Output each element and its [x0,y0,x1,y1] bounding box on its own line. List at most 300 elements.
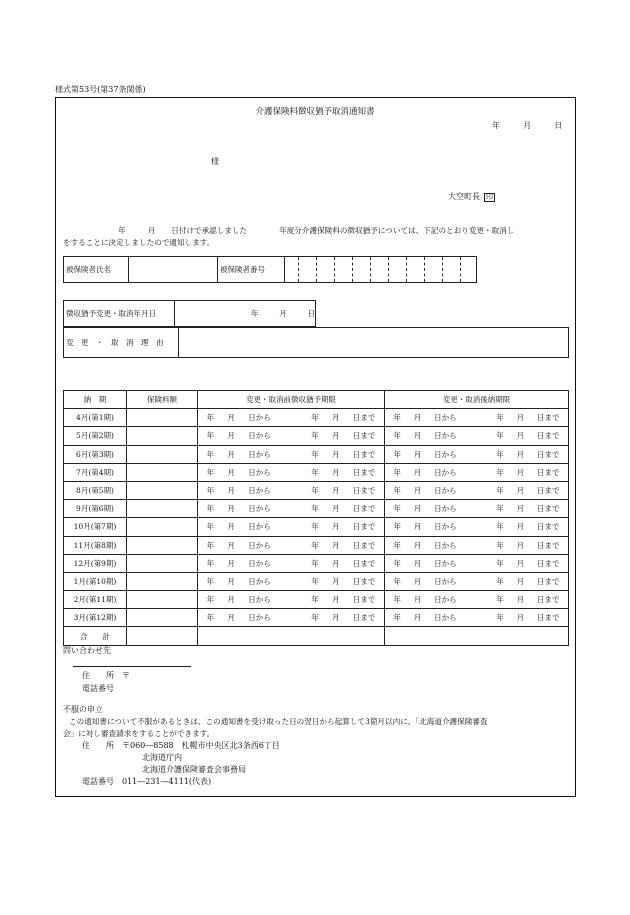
table-row [64,609,569,627]
after-gap [469,467,483,478]
before-from-part: 日から [248,504,271,514]
after-date-0[interactable] [385,409,569,427]
after-gap [469,503,483,514]
total-blank-before [198,627,385,645]
before-to-part: 月 [332,449,340,459]
after-gap [469,449,483,460]
before-from-part: 月 [227,413,235,423]
appeal-address [82,742,280,750]
before-gap [284,612,298,623]
after-date-parts [385,485,568,496]
after-from-part: 年 [393,431,401,441]
before-date-2[interactable] [198,445,385,463]
before-from-part: 年 [206,486,215,496]
after-from-part: 日から [434,467,457,477]
period-label: 11月(第8期) [64,536,127,554]
before-gap [284,467,298,478]
before-from-part: 日から [248,613,271,623]
amount-field[interactable] [127,591,198,609]
contact-phone-label: 電話番号 [82,684,114,693]
after-from-part: 月 [413,595,422,605]
after-from-part: 年 [393,558,401,568]
before-gap [284,540,298,551]
before-from-part: 日から [248,486,271,496]
before-to-part: 年 [311,558,319,568]
before-from-part: 年 [206,413,215,423]
amount-field[interactable] [127,463,198,481]
before-to-part: 年 [311,467,319,477]
period-label: 7月(第4期) [64,463,127,481]
before-gap [284,430,298,441]
before-to-part: 月 [332,504,340,514]
change-reason-table [63,327,569,358]
after-from-part: 日から [434,413,457,423]
before-date-4[interactable] [198,481,385,499]
after-gap [469,412,483,423]
appeal-text-2: 会」に対し審査請求をすることができます。 [63,729,215,738]
before-from-part: 月 [227,558,235,568]
after-gap [469,485,483,496]
after-from-part: 日から [434,613,457,623]
appeal-phone-value: 011―231―4111(代表) [122,777,212,786]
after-date-parts [385,540,568,551]
before-date-parts [198,485,384,496]
change-date-year: 年 [250,309,259,318]
after-date-parts [385,612,568,623]
after-date-parts [385,576,568,587]
before-to-part: 年 [311,431,319,441]
header-after: 変更・取消後納期限 [385,391,569,409]
insured-name-field[interactable] [129,257,218,283]
before-to-part: 日まで [352,467,376,477]
contact-address-label: 住 所 [82,671,114,680]
insured-table [63,256,477,283]
after-to-part: 年 [496,413,504,423]
after-to-part: 日まで [536,613,560,623]
before-date-parts [198,467,384,478]
issue-date-month: 月 [523,121,532,130]
before-from-part: 日から [248,467,271,477]
before-from-part: 年 [206,431,215,441]
before-to-part: 日まで [352,413,376,423]
change-date-month: 月 [279,309,287,318]
body-month: 月 [147,226,156,235]
after-gap [469,521,483,532]
after-from-part: 年 [393,504,401,514]
before-date-10[interactable] [198,591,385,609]
period-label: 2月(第11期) [64,591,127,609]
after-to-part: 日まで [536,504,560,514]
after-from-part: 年 [393,449,401,459]
after-to-part: 月 [516,595,525,605]
before-from-part: 年 [206,467,215,477]
after-to-part: 年 [496,595,504,605]
body-line-2: をすることに決定しましたので通知します。 [63,238,215,247]
before-to-part: 年 [311,613,319,623]
issuer [448,193,495,202]
amount-field[interactable] [127,536,198,554]
period-label: 6月(第3期) [64,445,127,463]
body-line-1 [63,227,573,235]
before-from-part: 月 [227,449,235,459]
after-from-part: 日から [434,431,457,441]
after-to-part: 月 [516,449,525,459]
table-row [64,500,569,518]
before-from-part: 年 [206,540,215,550]
after-gap [469,558,483,569]
table-row [64,409,569,427]
after-to-part: 月 [516,413,525,423]
appeal-text-1: この通知書について不服があるときは、この通知書を受け取った日の翌日から起算して3箇月以内に、「北海道介護保険審査 [69,717,488,726]
change-date-table [63,300,316,327]
appeal-address-value: 〒060―8588 札幌市中央区北3条西6丁目 [122,741,280,750]
issue-date-year: 年 [492,121,500,130]
before-date-parts [198,412,384,423]
after-gap [469,540,483,551]
after-to-part: 月 [516,467,525,477]
contact-divider [73,666,191,667]
amount-field[interactable] [127,572,198,590]
before-gap [284,558,298,569]
after-to-part: 日まで [536,413,560,423]
before-date-11[interactable] [198,609,385,627]
after-date-8[interactable] [385,554,569,572]
form-number: 様式第53号(第37条関係) [55,85,146,94]
insured-name-label: 被保険者氏名 [64,257,129,283]
after-from-part: 日から [434,558,457,568]
after-to-part: 年 [496,467,504,477]
before-from-part: 年 [206,595,215,605]
after-date-parts [385,449,568,460]
after-to-part: 月 [516,558,525,568]
appeal-heading: 不服の申立 [63,705,103,714]
amount-field[interactable] [127,481,198,499]
total-label: 合 計 [64,627,127,645]
before-to-part: 月 [332,522,340,532]
after-to-part: 日まで [536,576,560,586]
before-date-3[interactable] [198,463,385,481]
issue-date-day: 日 [554,121,563,130]
before-from-part: 月 [227,576,235,586]
after-to-part: 日まで [536,467,560,477]
appeal-phone-label: 電話番号 [82,777,114,786]
after-from-part: 年 [393,486,401,496]
after-to-part: 日まで [536,540,560,550]
before-gap [284,594,298,605]
after-from-part: 年 [393,467,401,477]
before-to-part: 日まで [352,558,376,568]
before-to-part: 日まで [352,522,376,532]
after-gap [469,612,483,623]
after-from-part: 日から [434,576,457,586]
before-from-part: 年 [206,522,215,532]
after-date-9[interactable] [385,572,569,590]
before-date-parts [198,521,384,532]
amount-field[interactable] [127,518,198,536]
after-date-7[interactable] [385,536,569,554]
header-amount: 保険料額 [127,391,198,409]
body-year: 年 [118,226,126,235]
header-before: 変更・取消前徴収猶予期限 [198,391,385,409]
period-label: 8月(第5期) [64,481,127,499]
after-to-part: 年 [496,486,504,496]
body-approved: 日付けで承認しました [171,226,248,235]
seal-icon: 印 [486,193,493,201]
before-to-part: 月 [332,576,340,586]
after-from-part: 年 [393,413,401,423]
amount-field[interactable] [127,427,198,445]
before-date-parts [198,558,384,569]
appeal-office-2: 北海道介護保険審査会事務局 [142,765,246,774]
period-label: 3月(第12期) [64,609,127,627]
before-from-part: 日から [248,431,271,441]
after-to-part: 日まで [536,558,560,568]
before-to-part: 日まで [352,576,376,586]
after-from-part: 日から [434,522,457,532]
after-date-parts [385,594,568,605]
period-label: 4月(第1期) [64,409,127,427]
after-from-part: 月 [413,522,422,532]
after-from-part: 年 [393,540,401,550]
after-to-part: 日まで [536,449,560,459]
after-to-part: 日まで [536,431,560,441]
after-from-part: 月 [413,558,422,568]
before-gap [284,449,298,460]
before-from-part: 月 [227,504,235,514]
body-main: 年度分介護保険料の徴収猶予については、下記のとおり変更・取消し [279,226,515,235]
before-date-parts [198,430,384,441]
after-date-4[interactable] [385,481,569,499]
after-from-part: 年 [393,576,401,586]
before-from-part: 日から [248,558,271,568]
before-date-9[interactable] [198,572,385,590]
contact-address [82,672,130,680]
before-from-part: 月 [227,486,235,496]
before-to-part: 月 [332,558,340,568]
change-reason-field[interactable] [179,328,569,358]
document-title: 介護保険料徴収猶予取消通知書 [255,107,375,117]
before-to-part: 年 [311,486,319,496]
schedule-header-row [64,391,569,409]
after-date-parts [385,430,568,441]
after-to-part: 年 [496,504,504,514]
after-to-part: 月 [516,486,525,496]
addressee-suffix: 様 [211,157,219,166]
after-from-part: 月 [413,613,422,623]
before-date-parts [198,540,384,551]
after-date-6[interactable] [385,518,569,536]
table-row [64,572,569,590]
before-to-part: 日まで [352,504,376,514]
before-date-parts [198,594,384,605]
after-gap [469,594,483,605]
after-date-1[interactable] [385,427,569,445]
before-from-part: 日から [248,413,271,423]
change-reason-label: 変 更 ・ 取 消 理 由 [64,328,179,358]
before-date-1[interactable] [198,427,385,445]
table-row [64,591,569,609]
before-date-parts [198,503,384,514]
before-from-part: 年 [206,449,215,459]
after-from-part: 月 [413,576,422,586]
issue-date [492,122,562,130]
change-date-label: 徴収猶予変更・取消年月日 [64,301,175,327]
after-from-part: 月 [413,486,422,496]
after-date-parts [385,467,568,478]
issuer-name: 大空町長 [448,192,480,201]
before-date-6[interactable] [198,518,385,536]
amount-field[interactable] [127,500,198,518]
after-to-part: 年 [496,576,504,586]
before-to-part: 日まで [352,613,376,623]
after-to-part: 年 [496,449,504,459]
before-from-part: 月 [227,595,235,605]
insured-number-field[interactable] [285,257,477,283]
before-from-part: 日から [248,522,271,532]
after-from-part: 月 [413,540,422,550]
after-to-part: 月 [516,576,525,586]
before-from-part: 日から [248,449,271,459]
after-from-part: 月 [413,504,422,514]
before-to-part: 月 [332,595,340,605]
after-from-part: 日から [434,449,457,459]
before-to-part: 月 [332,613,340,623]
total-row [64,627,569,645]
appeal-address-label: 住 所 [82,741,114,750]
before-date-parts [198,576,384,587]
after-from-part: 日から [434,486,457,496]
period-label: 12月(第9期) [64,554,127,572]
total-amount-field[interactable] [127,627,198,645]
before-date-8[interactable] [198,554,385,572]
contact-heading: 問い合わせ先 [63,646,111,655]
before-from-part: 月 [227,540,235,550]
insured-number-label: 被保険者番号 [218,257,285,283]
table-row [64,463,569,481]
before-gap [284,485,298,496]
appeal-phone [82,778,211,786]
before-to-part: 月 [332,431,340,441]
amount-field[interactable] [127,445,198,463]
amount-field[interactable] [127,554,198,572]
before-to-part: 年 [311,576,319,586]
after-to-part: 年 [496,613,504,623]
table-row [64,518,569,536]
period-label: 5月(第2期) [64,427,127,445]
after-from-part: 年 [393,595,401,605]
before-gap [284,521,298,532]
after-to-part: 月 [516,522,525,532]
before-to-part: 年 [311,449,319,459]
after-from-part: 月 [413,467,422,477]
period-label: 10月(第7期) [64,518,127,536]
before-from-part: 月 [227,467,235,477]
period-label: 1月(第10期) [64,572,127,590]
before-to-part: 日まで [352,595,376,605]
after-date-parts [385,558,568,569]
after-to-part: 日まで [536,486,560,496]
after-from-part: 月 [413,449,422,459]
after-to-part: 年 [496,558,504,568]
after-date-5[interactable] [385,500,569,518]
after-gap [469,430,483,441]
table-row [64,481,569,499]
after-date-10[interactable] [385,591,569,609]
before-from-part: 日から [248,595,271,605]
after-date-3[interactable] [385,463,569,481]
period-label: 9月(第6期) [64,500,127,518]
table-row [64,445,569,463]
after-to-part: 年 [496,431,504,441]
before-gap [284,412,298,423]
after-to-part: 月 [516,613,525,623]
amount-field[interactable] [127,409,198,427]
after-to-part: 月 [516,540,525,550]
after-date-parts [385,521,568,532]
after-from-part: 年 [393,613,401,623]
before-from-part: 月 [227,431,235,441]
before-date-5[interactable] [198,500,385,518]
table-row [64,536,569,554]
appeal-office-1: 北海道庁内 [142,753,182,762]
after-to-part: 月 [516,504,525,514]
amount-field[interactable] [127,609,198,627]
before-to-part: 日まで [352,449,376,459]
before-to-part: 年 [311,504,319,514]
before-to-part: 月 [332,413,340,423]
after-to-part: 年 [496,522,504,532]
before-to-part: 月 [332,540,340,550]
before-to-part: 年 [311,540,319,550]
before-to-part: 月 [332,467,340,477]
change-date-day: 日 [307,309,315,318]
after-from-part: 月 [413,431,422,441]
before-to-part: 日まで [352,486,376,496]
before-date-0[interactable] [198,409,385,427]
after-gap [469,576,483,587]
after-from-part: 日から [434,540,457,550]
before-date-7[interactable] [198,536,385,554]
after-from-part: 月 [413,413,422,423]
before-to-part: 日まで [352,431,376,441]
after-date-2[interactable] [385,445,569,463]
after-date-parts [385,503,568,514]
before-from-part: 日から [248,540,271,550]
before-gap [284,576,298,587]
before-to-part: 月 [332,486,340,496]
before-to-part: 年 [311,522,319,532]
before-from-part: 日から [248,576,271,586]
schedule-table [63,390,569,646]
after-from-part: 日から [434,595,457,605]
after-to-part: 月 [516,431,525,441]
before-to-part: 年 [311,595,319,605]
schedule-body [64,391,569,646]
after-to-part: 年 [496,540,504,550]
before-to-part: 年 [311,413,319,423]
after-from-part: 日から [434,504,457,514]
before-date-parts [198,449,384,460]
before-from-part: 年 [206,558,215,568]
before-gap [284,503,298,514]
before-from-part: 年 [206,576,215,586]
after-date-11[interactable] [385,609,569,627]
table-row [64,427,569,445]
after-to-part: 日まで [536,522,560,532]
postal-mark-icon: 〒 [122,671,130,680]
before-to-part: 日まで [352,540,376,550]
change-date-field[interactable] [174,301,315,327]
